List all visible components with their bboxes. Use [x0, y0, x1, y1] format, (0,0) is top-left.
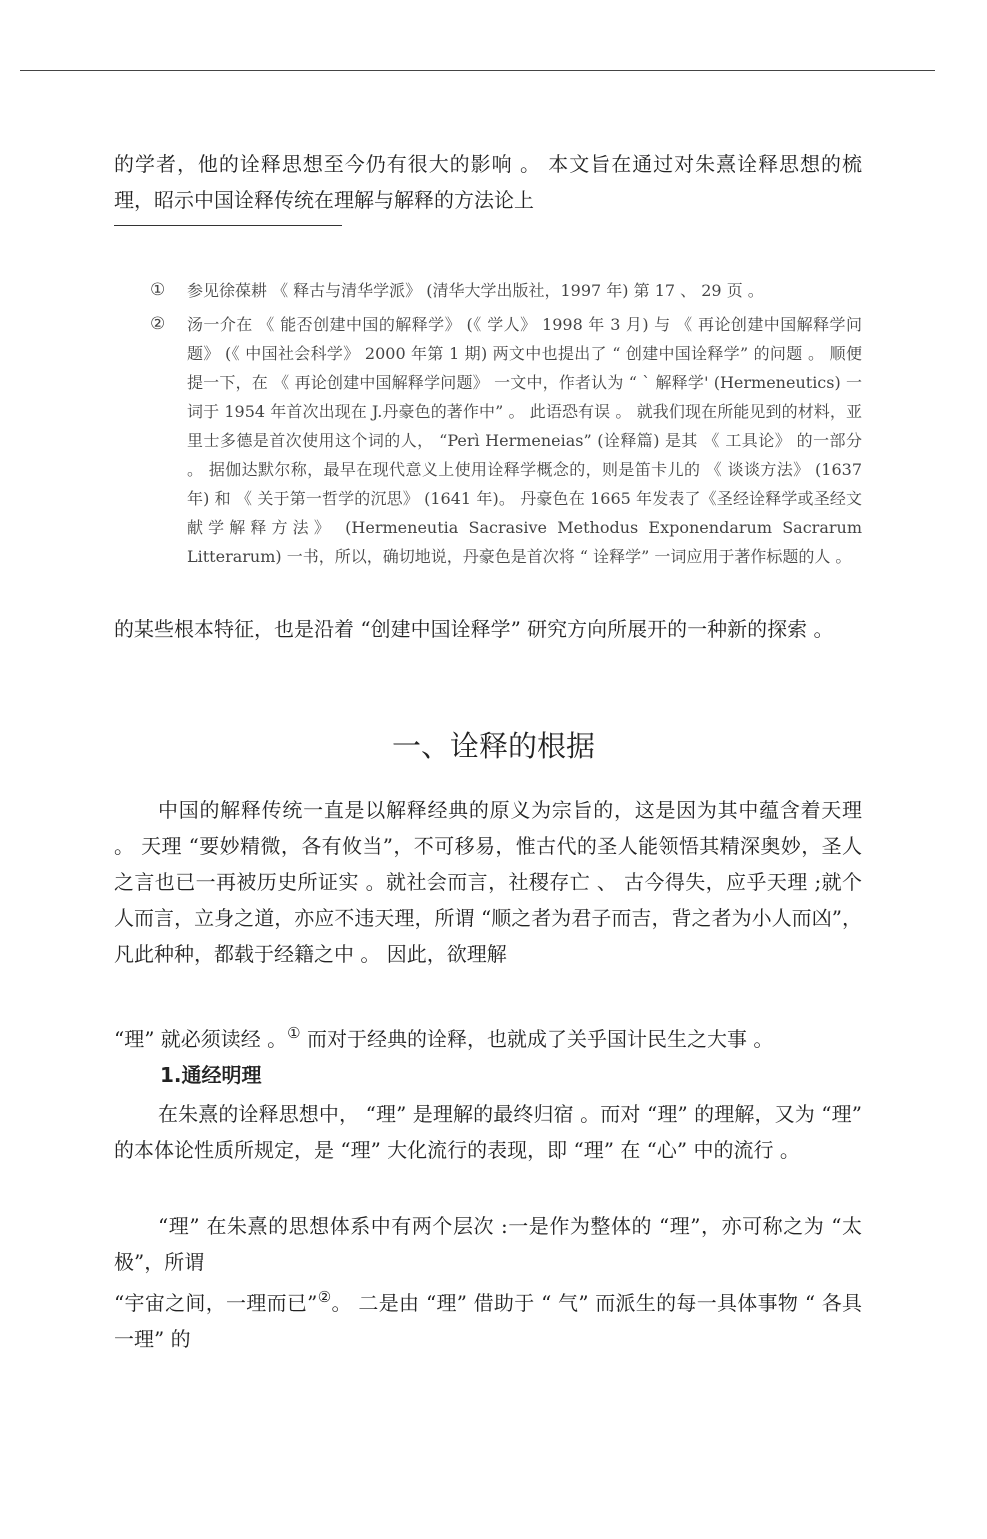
header-rule [20, 70, 935, 71]
section-heading: 一、诠释的根据 [391, 729, 595, 763]
footnote-1 [150, 276, 862, 305]
paragraph-5-text-b: 。 二是由 “理” 借助于 “ 气” 而派生的每一具体事物 “ 各具一理” 的 [114, 1291, 863, 1351]
footnote-2 [150, 310, 862, 571]
section-paragraph-4: “理” 在朱熹的思想体系中有两个层次 :一是作为整体的 “理”，亦可称之为 “太极”，所谓 [114, 1214, 862, 1274]
footnote-separator [114, 225, 342, 226]
intro-paragraph-1: 的学者，他的诠释思想至今仍有很大的影响 。 本文旨在通过对朱熹诠释思想的梳理，昭示中国诠释传统在理解与解释的方法论上 [114, 152, 862, 212]
section-paragraph-2 [114, 1021, 862, 1057]
footnote-ref-2: ② [317, 1288, 332, 1306]
paragraph-2-text-b: 而对于经典的诠释，也就成了关乎国计民生之大事 。 [300, 1027, 774, 1051]
section-paragraph-1: 中国的解释传统一直是以解释经典的原义为宗旨的，这是因为其中蕴含着天理 。 天理 “要妙精微，各有攸当”，不可移易，惟古代的圣人能领悟其精深奥妙，圣人之言也已一再被历史所证实 。就社会而言，社稷存亡 、 古今得失，应乎天理 ;就个人而言，立身之道，亦应不违天理，所谓 “顺之者为君子而吉，背之者为小人而凶”，凡此种种，都载于经籍之中 。 因此，欲理解 [114, 798, 862, 966]
paragraph-5-text-a: “宇宙之间，一理而已” [114, 1291, 318, 1315]
footnote-1-text: 参见徐葆耕 《 释古与清华学派》 (清华大学出版社，1997 年) 第 17 、 29 页 。 [187, 281, 764, 300]
subsection-heading: 1.通经明理 [160, 1063, 262, 1087]
footnote-2-text: 汤一介在 《 能否创建中国的解释学》 (《 学人》 1998 年 3 月) 与 《 再论创建中国解释学问题》 (《 中国社会科学》 2000 年第 1 期) 两文中也提出了 “ 创建中国诠释学” 的问题 。 顺便提一下，在 《 再论创建中国解释学问题》 一文中，作者认为 “ ` 解释学' (Hermeneutics) 一词于 1954 年首次出现在 J.丹豪色的著作中” 。 此语恐有误 。 就我们现在所能见到的材料，亚里士多德是首次使用这个词的人， “Perì Hermeneias” (诠释篇) 是其 《 工具论》 的一部分 。 据伽达默尔称，最早在现代意义上使用诠释学概念的，则是笛卡儿的 《 谈谈方法》 (1637 年) 和 《 关于第一哲学的沉思》 (1641 年)。 丹豪色在 1665 年发表了《圣经诠释学或圣经文献学解释方法》 (Hermeneutia Sacrasive Methodus Exponendarum Sacrarum Litterarum) 一书，所以，确切地说，丹豪色是首次将 “ 诠释学” 一词应用于著作标题的人 。 [187, 315, 862, 566]
footnote-1-mark: ① [150, 280, 166, 300]
section-paragraph-5 [114, 1285, 862, 1357]
paragraph-2-text-a: “理” 就必须读经 。 [114, 1027, 288, 1051]
footnote-2-mark: ② [150, 314, 166, 334]
section-paragraph-3: 在朱熹的诠释思想中， “理” 是理解的最终归宿 。而对 “理” 的理解，又为 “理” 的本体论性质所规定，是 “理” 大化流行的表现，即 “理” 在 “心” 中的流行 。 [114, 1102, 862, 1162]
footnote-ref-1: ① [287, 1024, 301, 1042]
intro-paragraph-2: 的某些根本特征，也是沿着 “创建中国诠释学” 研究方向所展开的一种新的探索 。 [114, 617, 834, 641]
